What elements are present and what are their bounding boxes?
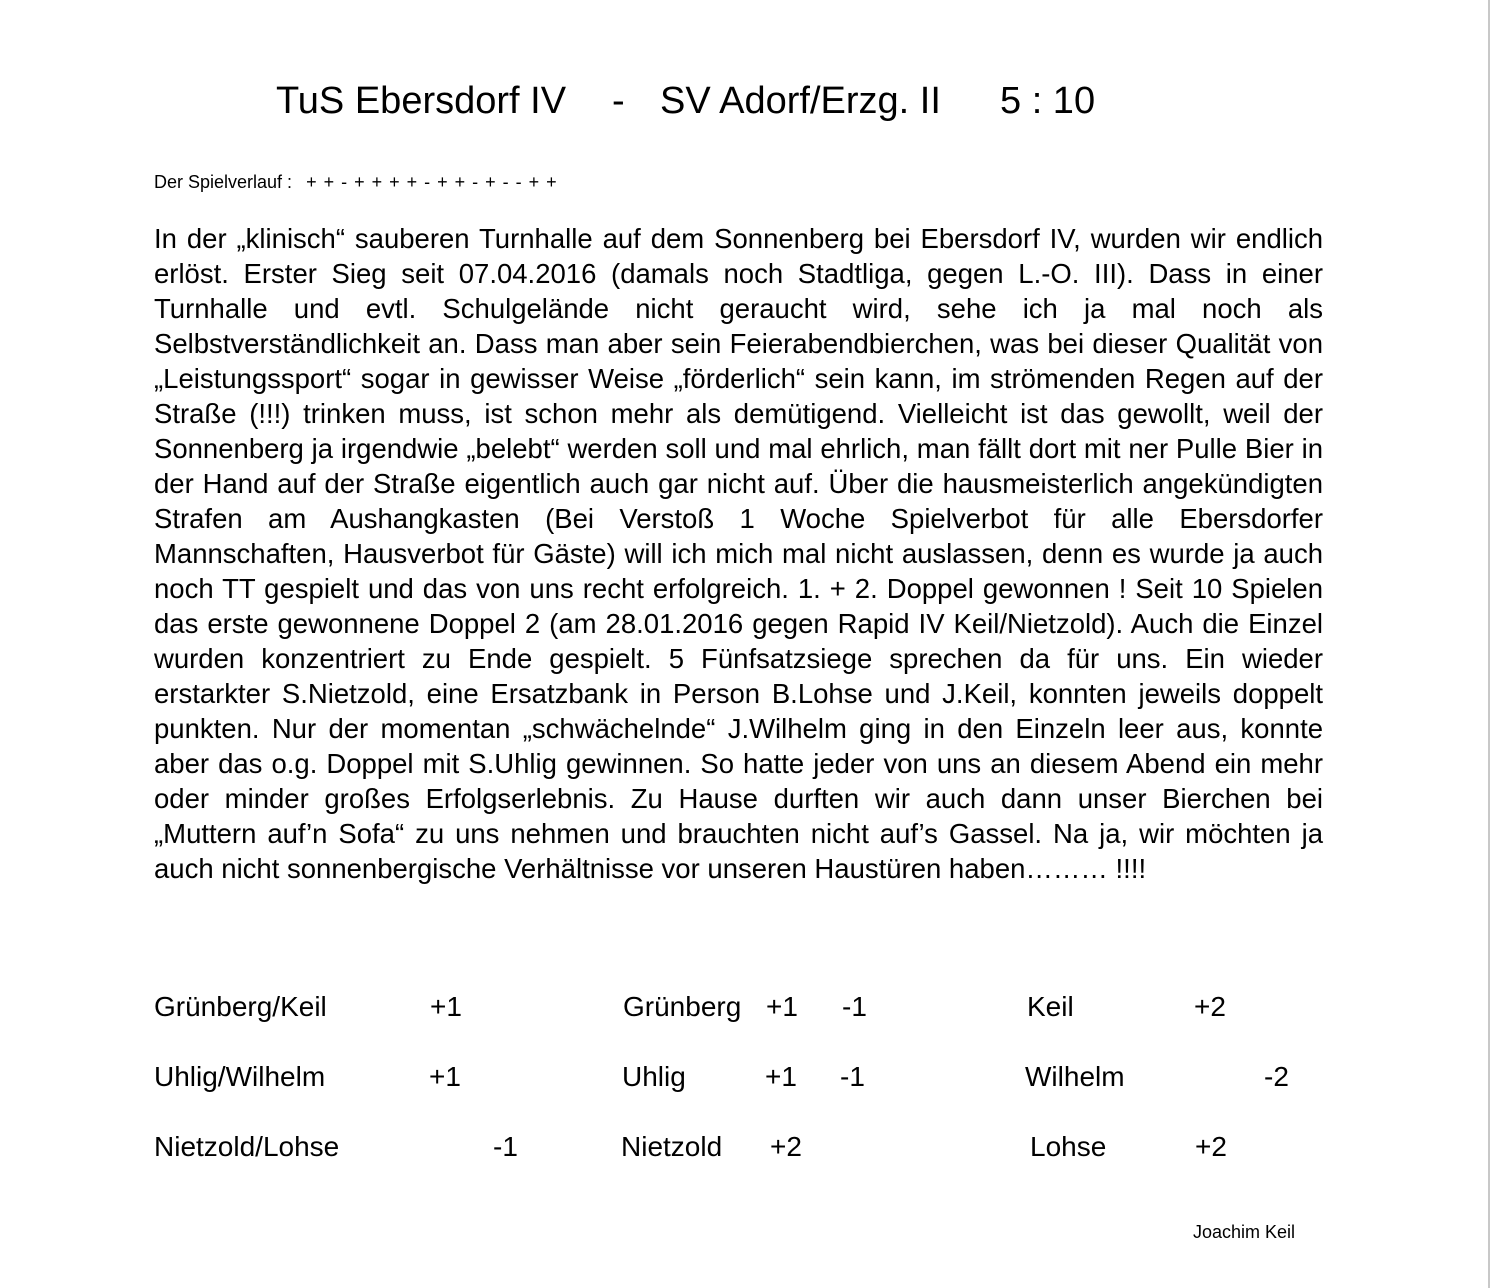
title-separator: - <box>612 80 625 122</box>
singles-player: Wilhelm <box>1025 1061 1125 1092</box>
singles-lost: -2 <box>1264 1061 1289 1092</box>
doubles-pair: Nietzold/Lohse <box>154 1131 340 1162</box>
singles-won: +1 <box>766 991 798 1022</box>
game-progress <box>154 170 558 194</box>
doubles-pair: Grünberg/Keil <box>154 991 327 1022</box>
doubles-won: +1 <box>429 1061 461 1092</box>
singles-won: +2 <box>770 1131 802 1162</box>
singles-won: +2 <box>1195 1131 1227 1162</box>
singles-player: Lohse <box>1030 1131 1107 1162</box>
singles-lost: -1 <box>840 1061 865 1092</box>
singles-won: +2 <box>1194 991 1226 1022</box>
away-team: SV Adorf/Erzg. II <box>660 80 941 122</box>
singles-player: Nietzold <box>621 1131 723 1162</box>
singles-player: Keil <box>1027 991 1074 1022</box>
home-team: TuS Ebersdorf IV <box>276 80 567 122</box>
match-report: In der „klinisch“ sauberen Turnhalle auf dem Sonnenberg bei Ebersdorf IV, wurden wir endlich erlöst. Erster Sieg seit 07.04.2016 (damals noch Stadtliga, gegen L.-O. III). Dass in einer Turnhalle und evtl. Schulgelände nicht geraucht wird, sehe ich ja mal noch als Selbstverständlichkeit an. Dass man aber sein Feierabendbierchen, was bei dieser Qualität von „Leistungssport“ sogar in gewisser Weise „förderlich“ sein kann, im strömenden Regen auf der Straße (!!!) trinken muss, ist schon mehr als demütigend. Vielleicht ist das gewollt, weil der Sonnenberg ja irgendwie „belebt“ werden soll und mal ehrlich, man fällt dort mit ner Pulle Bier in der Hand auf der Straße eigentlich auch gar nicht auf. Über die hausmeisterlich angekündigten Strafen am Aushangkasten (Bei Verstoß 1 Woche Spielverbot für alle Ebersdorfer Mannschaften, Hausverbot für Gäste) will ich mich mal nicht auslassen, denn es wurde ja auch noch TT gespielt und das von uns recht erfolgreich. 1. + 2. Doppel gewonnen ! Seit 10 Spielen das erste gewonnene Doppel 2 (am 28.01.2016 gegen Rapid IV Keil/Nietzold). Auch die Einzel wurden konzentriert zu Ende gespielt. 5 Fünfsatzsiege sprechen da für uns. Ein wieder erstarkter S.Nietzold, eine Ersatzbank in Person B.Lohse und J.Keil, konnten jeweils doppelt punkten. Nur der momentan „schwächelnde“ J.Wilhelm ging in den Einzeln leer aus, konnte aber das o.g. Doppel mit S.Uhlig gewinnen. So hatte jeder von uns an diesem Abend ein mehr oder minder großes Erfolgserlebnis. Zu Hause durften wir auch dann unser Bierchen bei „Muttern auf’n Sofa“ zu uns nehmen und brauchten nicht auf’s Gassel. Na ja, wir möchten ja auch nicht sonnenbergische Verhältnisse vor unseren Haustüren haben……… !!!! <box>154 223 1323 884</box>
doubles-pair: Uhlig/Wilhelm <box>154 1061 326 1092</box>
author-signature: Joachim Keil <box>1193 1222 1296 1242</box>
singles-player: Grünberg <box>623 991 742 1022</box>
singles-player: Uhlig <box>622 1061 686 1092</box>
game-progress-sequence: + + - + + + + - + + - + - - + + <box>306 172 558 192</box>
game-progress-label: Der Spielverlauf : <box>154 172 293 192</box>
doubles-lost: -1 <box>493 1131 518 1162</box>
doubles-won: +1 <box>430 991 462 1022</box>
match-score: 5 : 10 <box>1000 80 1096 122</box>
singles-won: +1 <box>765 1061 797 1092</box>
singles-lost: -1 <box>842 991 867 1022</box>
